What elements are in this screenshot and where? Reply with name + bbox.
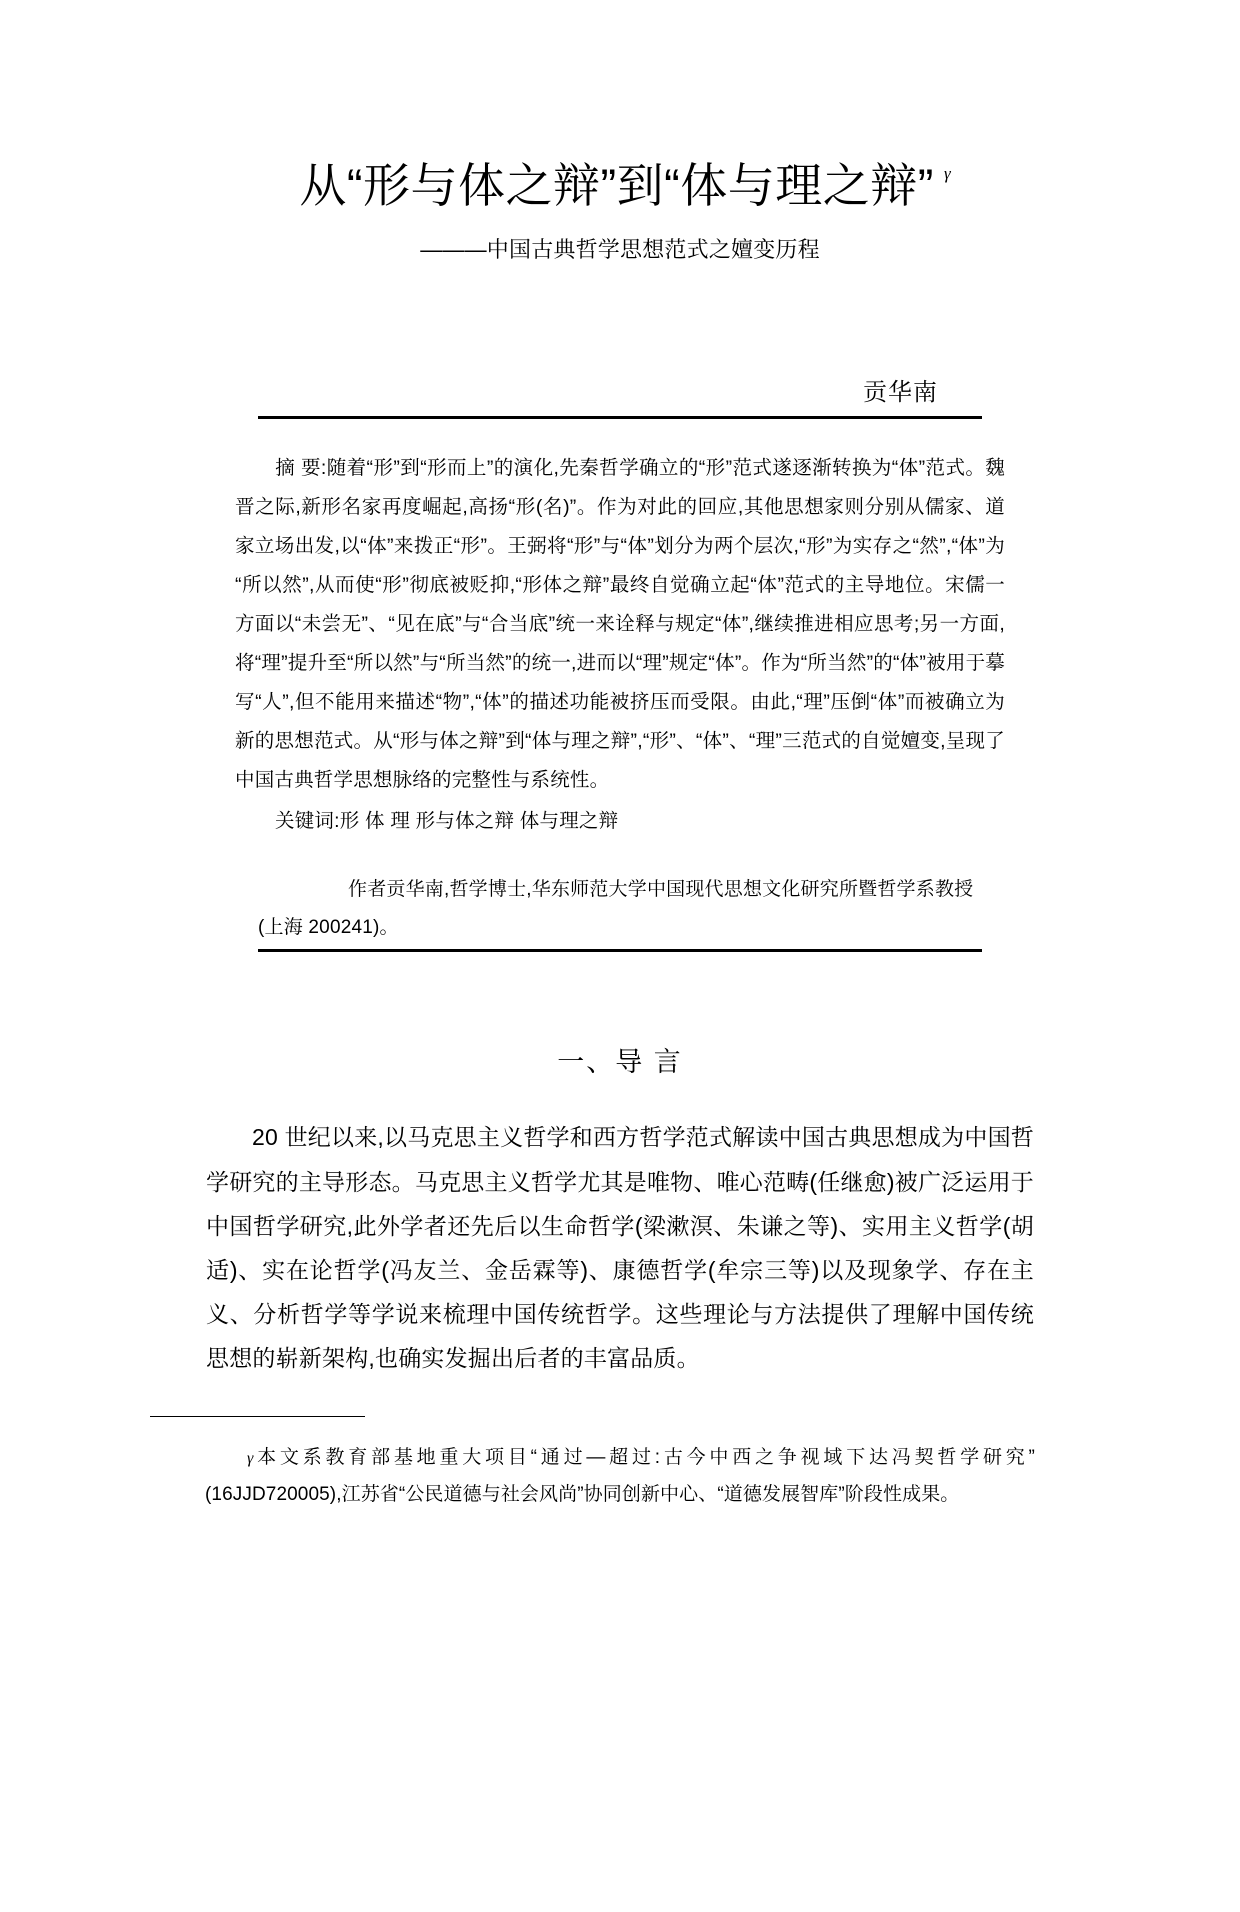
body-block (206, 1079, 1034, 1380)
footnote-text (205, 1439, 1035, 1513)
footnote-body: 本文系教育部基地重大项目“通过—超过:古今中西之争视域下达冯契哲学研究”(16JJD720005),江苏省“公民道德与社会风尚”协同创新中心、“道德发展智库”阶段性成果。 (205, 1447, 1035, 1506)
document-page (0, 158, 1240, 1912)
keywords-line: 关键词:形 体 理 形与体之辩 体与理之辩 (275, 810, 619, 833)
author-bio-line-2: (上海 200241)。 (258, 917, 399, 939)
title-block (0, 158, 1240, 264)
page-subtitle: ———中国古典哲学思想范式之嬗变历程 (420, 237, 820, 263)
author-bio-block (258, 841, 982, 947)
divider-rule-bottom (258, 949, 982, 952)
author-name: 贡华南 (863, 379, 938, 407)
page-title (299, 158, 951, 213)
body-paragraph-text: 20 世纪以来,以马克思主义哲学和西方哲学范式解读中国古典思想成为中国哲学研究的主导形态。马克思主义哲学尤其是唯物、唯心范畴(任继愈)被广泛运用于中国哲学研究,此外学者还先后以生命哲学(梁漱溟、朱谦之等)、实用主义哲学(胡适)、实在论哲学(冯友兰、金岳霖等)、康德哲学(牟宗三等)以及现象学、存在主义、分析哲学等学说来梳理中国传统哲学。这些理论与方法提供了理解中国传统思想的崭新架构,也确实发掘出后者的丰富品质。 (206, 1124, 1034, 1372)
footnote-marker: γ (247, 1450, 254, 1468)
abstract-text (235, 449, 1005, 800)
abstract-block (235, 419, 1005, 841)
footnote-block (205, 1417, 1035, 1513)
author-bio-line-1: 作者贡华南,哲学博士,华东师范大学中国现代思想文化研究所暨哲学系教授 (348, 879, 974, 901)
title-footnote-marker: γ (943, 164, 951, 184)
page-title-text: 从“形与体之辩”到“体与理之辩” (299, 159, 934, 212)
section-heading: 一、导 言 (557, 1047, 683, 1078)
abstract-body: 摘 要:随着“形”到“形而上”的演化,先秦哲学确立的“形”范式遂逐渐转换为“体”范式。魏晋之际,新形名家再度崛起,高扬“形(名)”。作为对此的回应,其他思想家则分别从儒家、道家立场出发,以“体”来拨正“形”。王弼将“形”与“体”划分为两个层次,“形”为实存之“然”,“体”为“所以然”,从而使“形”彻底被贬抑,“形体之辩”最终自觉确立起“体”范式的主导地位。宋儒一方面以“未尝无”、“见在底”与“合当底”统一来诠释与规定“体”,继续推进相应思考;另一方面,将“理”提升至“所以然”与“所当然”的统一,进而以“理”规定“体”。作为“所当然”的“体”被用于摹写“人”,但不能用来描述“物”,“体”的描述功能被挤压而受限。由此,“理”压倒“体”而被确立为新的思想范式。从“形与体之辩”到“体与理之辩”,“形”、“体”、“理”三范式的自觉嬗变,呈现了中国古典哲学思想脉络的完整性与系统性。 (235, 457, 1005, 792)
body-paragraph (206, 1115, 1034, 1380)
